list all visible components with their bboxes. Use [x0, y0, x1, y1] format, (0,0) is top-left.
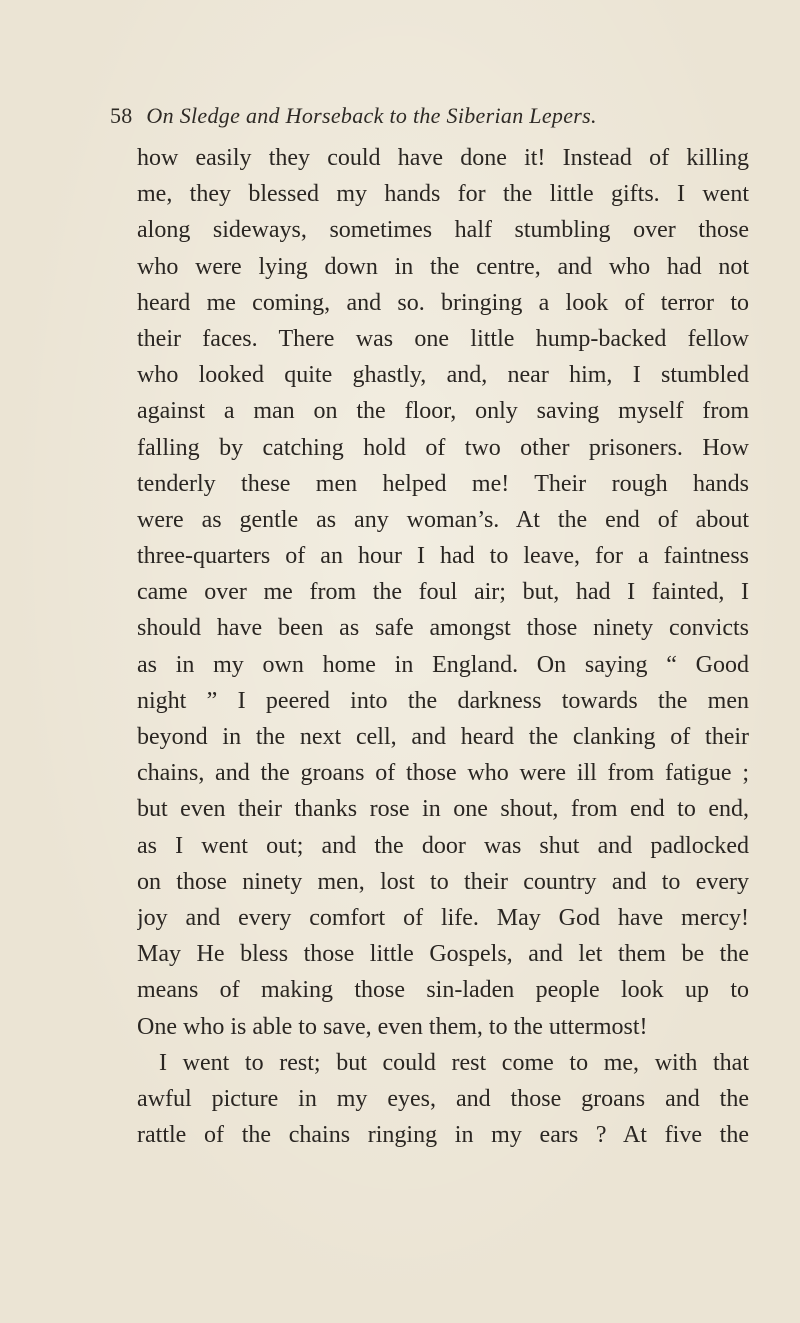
text-line: I went to rest; but could rest come to me, with that — [159, 1049, 749, 1076]
text-line: heard me coming, and so. bringing a look of terror to — [137, 289, 749, 316]
running-header — [110, 103, 750, 129]
text-line: chains, and the groans of those who were ill from fatigue ; — [137, 760, 749, 787]
running-title: On Sledge and Horseback to the Siberian Lepers. — [146, 103, 597, 128]
text-line: as I went out; and the door was shut and padlocked — [137, 832, 749, 859]
text-line: on those ninety men, lost to their country and to every — [137, 868, 749, 895]
text-line: night ” I peered into the darkness towards the men — [137, 687, 749, 714]
text-line: joy and every comfort of life. May God have mercy! — [137, 904, 749, 931]
text-line: May He bless those little Gospels, and let them be the — [137, 941, 749, 968]
text-line: me, they blessed my hands for the little gifts. I went — [137, 181, 749, 208]
text-line: as in my own home in England. On saying “ Good — [137, 651, 749, 678]
text-line: who were lying down in the centre, and who had not — [137, 253, 749, 280]
text-line: awful picture in my eyes, and those groans and the — [137, 1085, 749, 1112]
text-line: rattle of the chains ringing in my ears ? At five the — [137, 1122, 749, 1149]
text-line: tenderly these men helped me! Their rough hands — [137, 470, 749, 497]
text-line: One who is able to save, even them, to the uttermost! — [137, 1013, 648, 1040]
text-line: who looked quite ghastly, and, near him, I stumbled — [137, 362, 749, 389]
text-line: falling by catching hold of two other prisoners. How — [137, 434, 749, 461]
text-line: were as gentle as any woman’s. At the end of about — [137, 506, 749, 533]
text-line: against a man on the floor, only saving myself from — [137, 398, 749, 425]
text-line: means of making those sin-laden people look up to — [137, 977, 749, 1004]
body-text — [137, 140, 749, 1153]
text-line: how easily they could have done it! Instead of killing — [137, 145, 749, 171]
page-number: 58 — [110, 103, 133, 128]
text-line: came over me from the foul air; but, had I fainted, I — [137, 579, 749, 606]
text-line: three-quarters of an hour I had to leave, for a faintness — [137, 543, 749, 570]
text-line: along sideways, sometimes half stumbling over those — [137, 217, 749, 244]
text-line: beyond in the next cell, and heard the clanking of their — [137, 724, 749, 750]
text-line: but even their thanks rose in one shout, from end to end, — [137, 796, 749, 823]
text-line: should have been as safe amongst those ninety convicts — [137, 615, 749, 642]
text-line: their faces. There was one little hump-backed fellow — [137, 325, 749, 352]
